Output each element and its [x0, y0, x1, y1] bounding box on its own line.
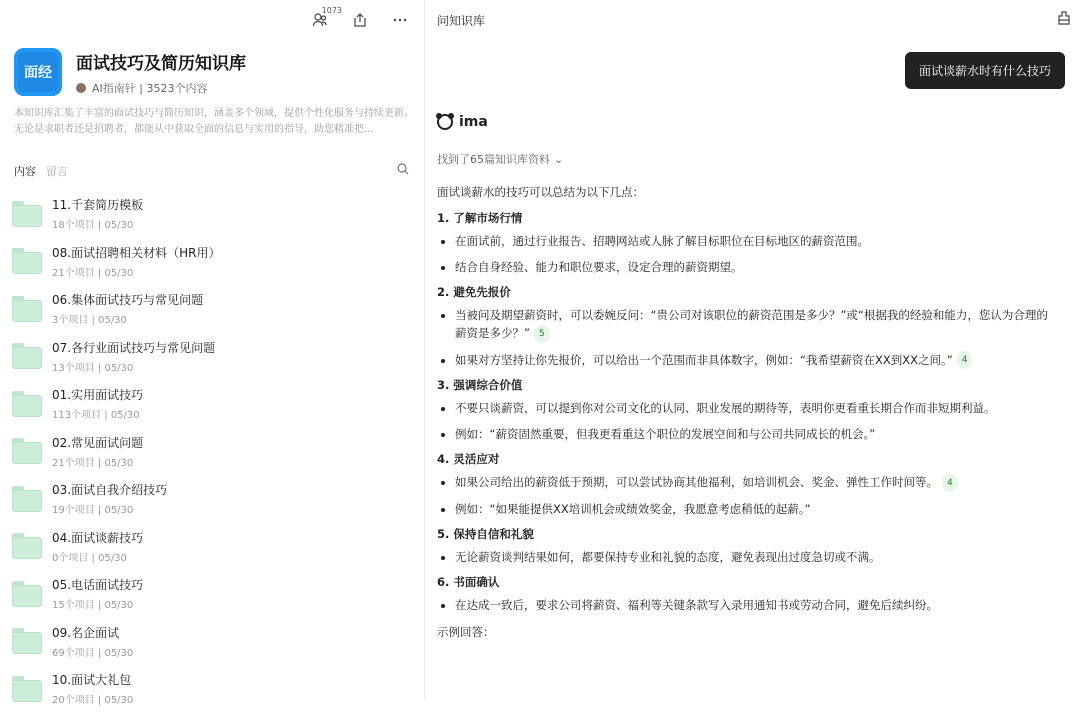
folder-item[interactable] — [12, 190, 412, 238]
folder-meta: 69个项目 | 05/30 — [52, 647, 134, 659]
folder-title: 11.千套简历模板 — [52, 198, 144, 213]
folder-icon — [12, 486, 42, 512]
panda-icon — [437, 114, 453, 130]
folder-item[interactable] — [12, 523, 412, 571]
folder-icon — [12, 248, 42, 274]
section-title: 5. 保持自信和礼貌 — [437, 526, 534, 541]
bullet-item — [455, 548, 1057, 566]
members-count: 1073 — [321, 6, 342, 15]
kb-title: 面试技巧及简历知识库 — [76, 53, 246, 74]
qa-panel — [425, 0, 1080, 699]
folder-title: 01.实用面试技巧 — [52, 388, 144, 403]
folder-meta: 19个项目 | 05/30 — [52, 505, 134, 517]
answer-section — [437, 284, 1057, 369]
folder-icon — [12, 296, 42, 322]
user-question-bubble: 面试谈薪水时有什么技巧 — [905, 52, 1065, 89]
bullet-text: 如果对方坚持让你先报价，可以给出一个范围而非具体数字，例如：“我希望薪资在XX到XX之间。” — [455, 352, 953, 367]
folder-title: 05.电话面试技巧 — [52, 578, 144, 593]
folder-icon — [12, 628, 42, 654]
section-title: 6. 书面确认 — [437, 574, 500, 589]
folder-item[interactable] — [12, 665, 412, 713]
members-icon[interactable] — [308, 6, 342, 32]
citation-badge[interactable]: 4 — [957, 351, 973, 369]
panel-title: 问知识库 — [437, 14, 486, 28]
kb-header — [14, 48, 246, 96]
section-title: 1. 了解市场行情 — [437, 211, 523, 225]
folder-item[interactable] — [12, 238, 412, 286]
folder-meta: 21个项目 | 05/30 — [52, 457, 134, 469]
bullet-text: 结合自身经验、能力和职位要求，设定合理的薪资期望。 — [455, 260, 743, 274]
folder-meta: 18个项目 | 05/30 — [52, 220, 134, 232]
bullet-item — [455, 500, 1057, 518]
tab-content[interactable]: 内容 — [14, 165, 36, 178]
answer-section — [437, 451, 1057, 518]
bullet-text: 不要只谈薪资，可以提到你对公司文化的认同、职业发展的期待等，表明你更看重长期合作而非短期利益。 — [455, 401, 996, 415]
bullet-item — [455, 258, 1057, 276]
folder-meta: 13个项目 | 05/30 — [52, 362, 134, 374]
found-sources[interactable] — [437, 151, 563, 167]
folder-item[interactable] — [12, 475, 412, 523]
folder-item[interactable] — [12, 570, 412, 618]
bullet-item — [455, 425, 1057, 443]
section-title: 3. 强调综合价值 — [437, 378, 523, 392]
bullet-text: 例如：“薪资固然重要，但我更看重这个职位的发展空间和与公司共同成长的机会。” — [455, 427, 876, 441]
folder-icon — [12, 391, 42, 417]
folder-icon — [12, 581, 42, 607]
answer-section — [437, 526, 1057, 566]
bullet-text: 无论薪资谈判结果如何，都要保持专业和礼貌的态度，避免表现出过度急切或不满。 — [455, 549, 881, 564]
bullet-item — [455, 351, 1057, 370]
kb-logo-text: 面经 — [24, 65, 52, 81]
bullet-list — [437, 306, 1057, 369]
bullet-list — [437, 596, 1057, 614]
bullet-item — [455, 306, 1057, 343]
folder-icon — [12, 438, 42, 464]
bullet-item — [455, 232, 1057, 250]
folder-item[interactable] — [12, 333, 412, 381]
bullet-list — [437, 232, 1057, 276]
bullet-text: 当被问及期望薪资时，可以委婉反问：“贵公司对该职位的薪资范围是多少？”或“根据我的经验和能力，您认为合理的薪资是多少？” — [455, 308, 1048, 340]
folder-title: 08.面试招聘相关材料（HR用） — [52, 245, 221, 260]
bullet-text: 如果公司给出的薪资低于预期，可以尝试协商其他福利，如培训机会、奖金、弹性工作时间等。 — [455, 475, 938, 489]
folder-meta: 20个项目 | 05/30 — [52, 695, 134, 707]
section-title: 2. 避免先报价 — [437, 285, 511, 299]
folder-icon — [12, 676, 42, 702]
bullet-item — [455, 399, 1057, 417]
folder-item[interactable] — [12, 380, 412, 428]
kb-meta-text: AI指南针 | 3523个内容 — [92, 81, 208, 95]
clear-icon[interactable] — [1056, 10, 1072, 30]
tab-comments[interactable]: 留言 — [46, 165, 68, 178]
bullet-list — [437, 473, 1057, 518]
bullet-text: 在达成一致后，要求公司将薪资、福利等关键条款写入录用通知书或劳动合同，避免后续纠纷。 — [455, 597, 938, 612]
bullet-text: 在面试前，通过行业报告、招聘网站或人脉了解目标职位在目标地区的薪资范围。 — [455, 234, 869, 248]
folder-item[interactable] — [12, 428, 412, 476]
found-text: 找到了65篇知识库资料 — [437, 153, 550, 166]
folder-item[interactable] — [12, 618, 412, 666]
folder-title: 04.面试谈薪技巧 — [52, 530, 144, 545]
folder-meta: 15个项目 | 05/30 — [52, 600, 134, 612]
kb-meta — [76, 80, 246, 96]
folder-title: 02.常见面试问题 — [52, 435, 144, 450]
folder-icon — [12, 201, 42, 227]
owner-avatar — [76, 83, 86, 93]
tabs — [14, 163, 68, 179]
bullet-list — [437, 399, 1057, 443]
search-icon[interactable] — [396, 161, 410, 180]
chevron-down-icon: ⌄ — [554, 152, 564, 166]
more-icon[interactable] — [388, 8, 412, 32]
folder-icon — [12, 343, 42, 369]
folder-title: 06.集体面试技巧与常见问题 — [52, 293, 204, 308]
answer-section — [437, 210, 1057, 276]
folder-title: 09.名企面试 — [52, 625, 120, 640]
example-label: 示例回答： — [437, 624, 495, 639]
answer-content — [437, 184, 1057, 640]
answer-section — [437, 574, 1057, 614]
share-icon[interactable] — [348, 8, 372, 32]
section-title: 4. 灵活应对 — [437, 452, 500, 466]
knowledge-base-panel — [0, 0, 425, 707]
bullet-text: 例如：“如果能提供XX培训机会或绩效奖金，我愿意考虑稍低的起薪。” — [455, 501, 811, 516]
folder-title: 03.面试自我介绍技巧 — [52, 483, 168, 498]
kb-logo — [14, 48, 62, 96]
folder-meta: 0个项目 | 05/30 — [52, 552, 127, 564]
folder-title: 10.面试大礼包 — [52, 673, 132, 688]
answer-section — [437, 377, 1057, 443]
folder-meta: 3个项目 | 05/30 — [52, 315, 127, 327]
folder-meta: 113个项目 | 05/30 — [52, 410, 140, 422]
folder-list — [12, 190, 412, 713]
folder-item[interactable] — [12, 285, 412, 333]
kb-title-block — [76, 49, 246, 96]
bullet-list — [437, 548, 1057, 566]
citation-badge[interactable]: 4 — [942, 474, 958, 492]
kb-description: 本知识库汇集了丰富的面试技巧与简历知识，涵盖多个领域，提供个性化服务与持续更新。无论是求职者还是招聘者，都能从中获取全面的信息与实用的指导，助您精准把... — [14, 108, 414, 135]
assistant-name: ima — [459, 114, 488, 130]
folder-icon — [12, 533, 42, 559]
folder-meta: 21个项目 | 05/30 — [52, 267, 134, 279]
citation-badge[interactable]: 5 — [534, 325, 550, 343]
top-actions — [308, 8, 412, 32]
folder-title: 07.各行业面试技巧与常见问题 — [52, 340, 216, 355]
bullet-item — [455, 473, 1057, 492]
bullet-item — [455, 596, 1057, 614]
answer-intro: 面试谈薪水的技巧可以总结为以下几点： — [437, 185, 644, 199]
assistant-header — [437, 114, 488, 130]
